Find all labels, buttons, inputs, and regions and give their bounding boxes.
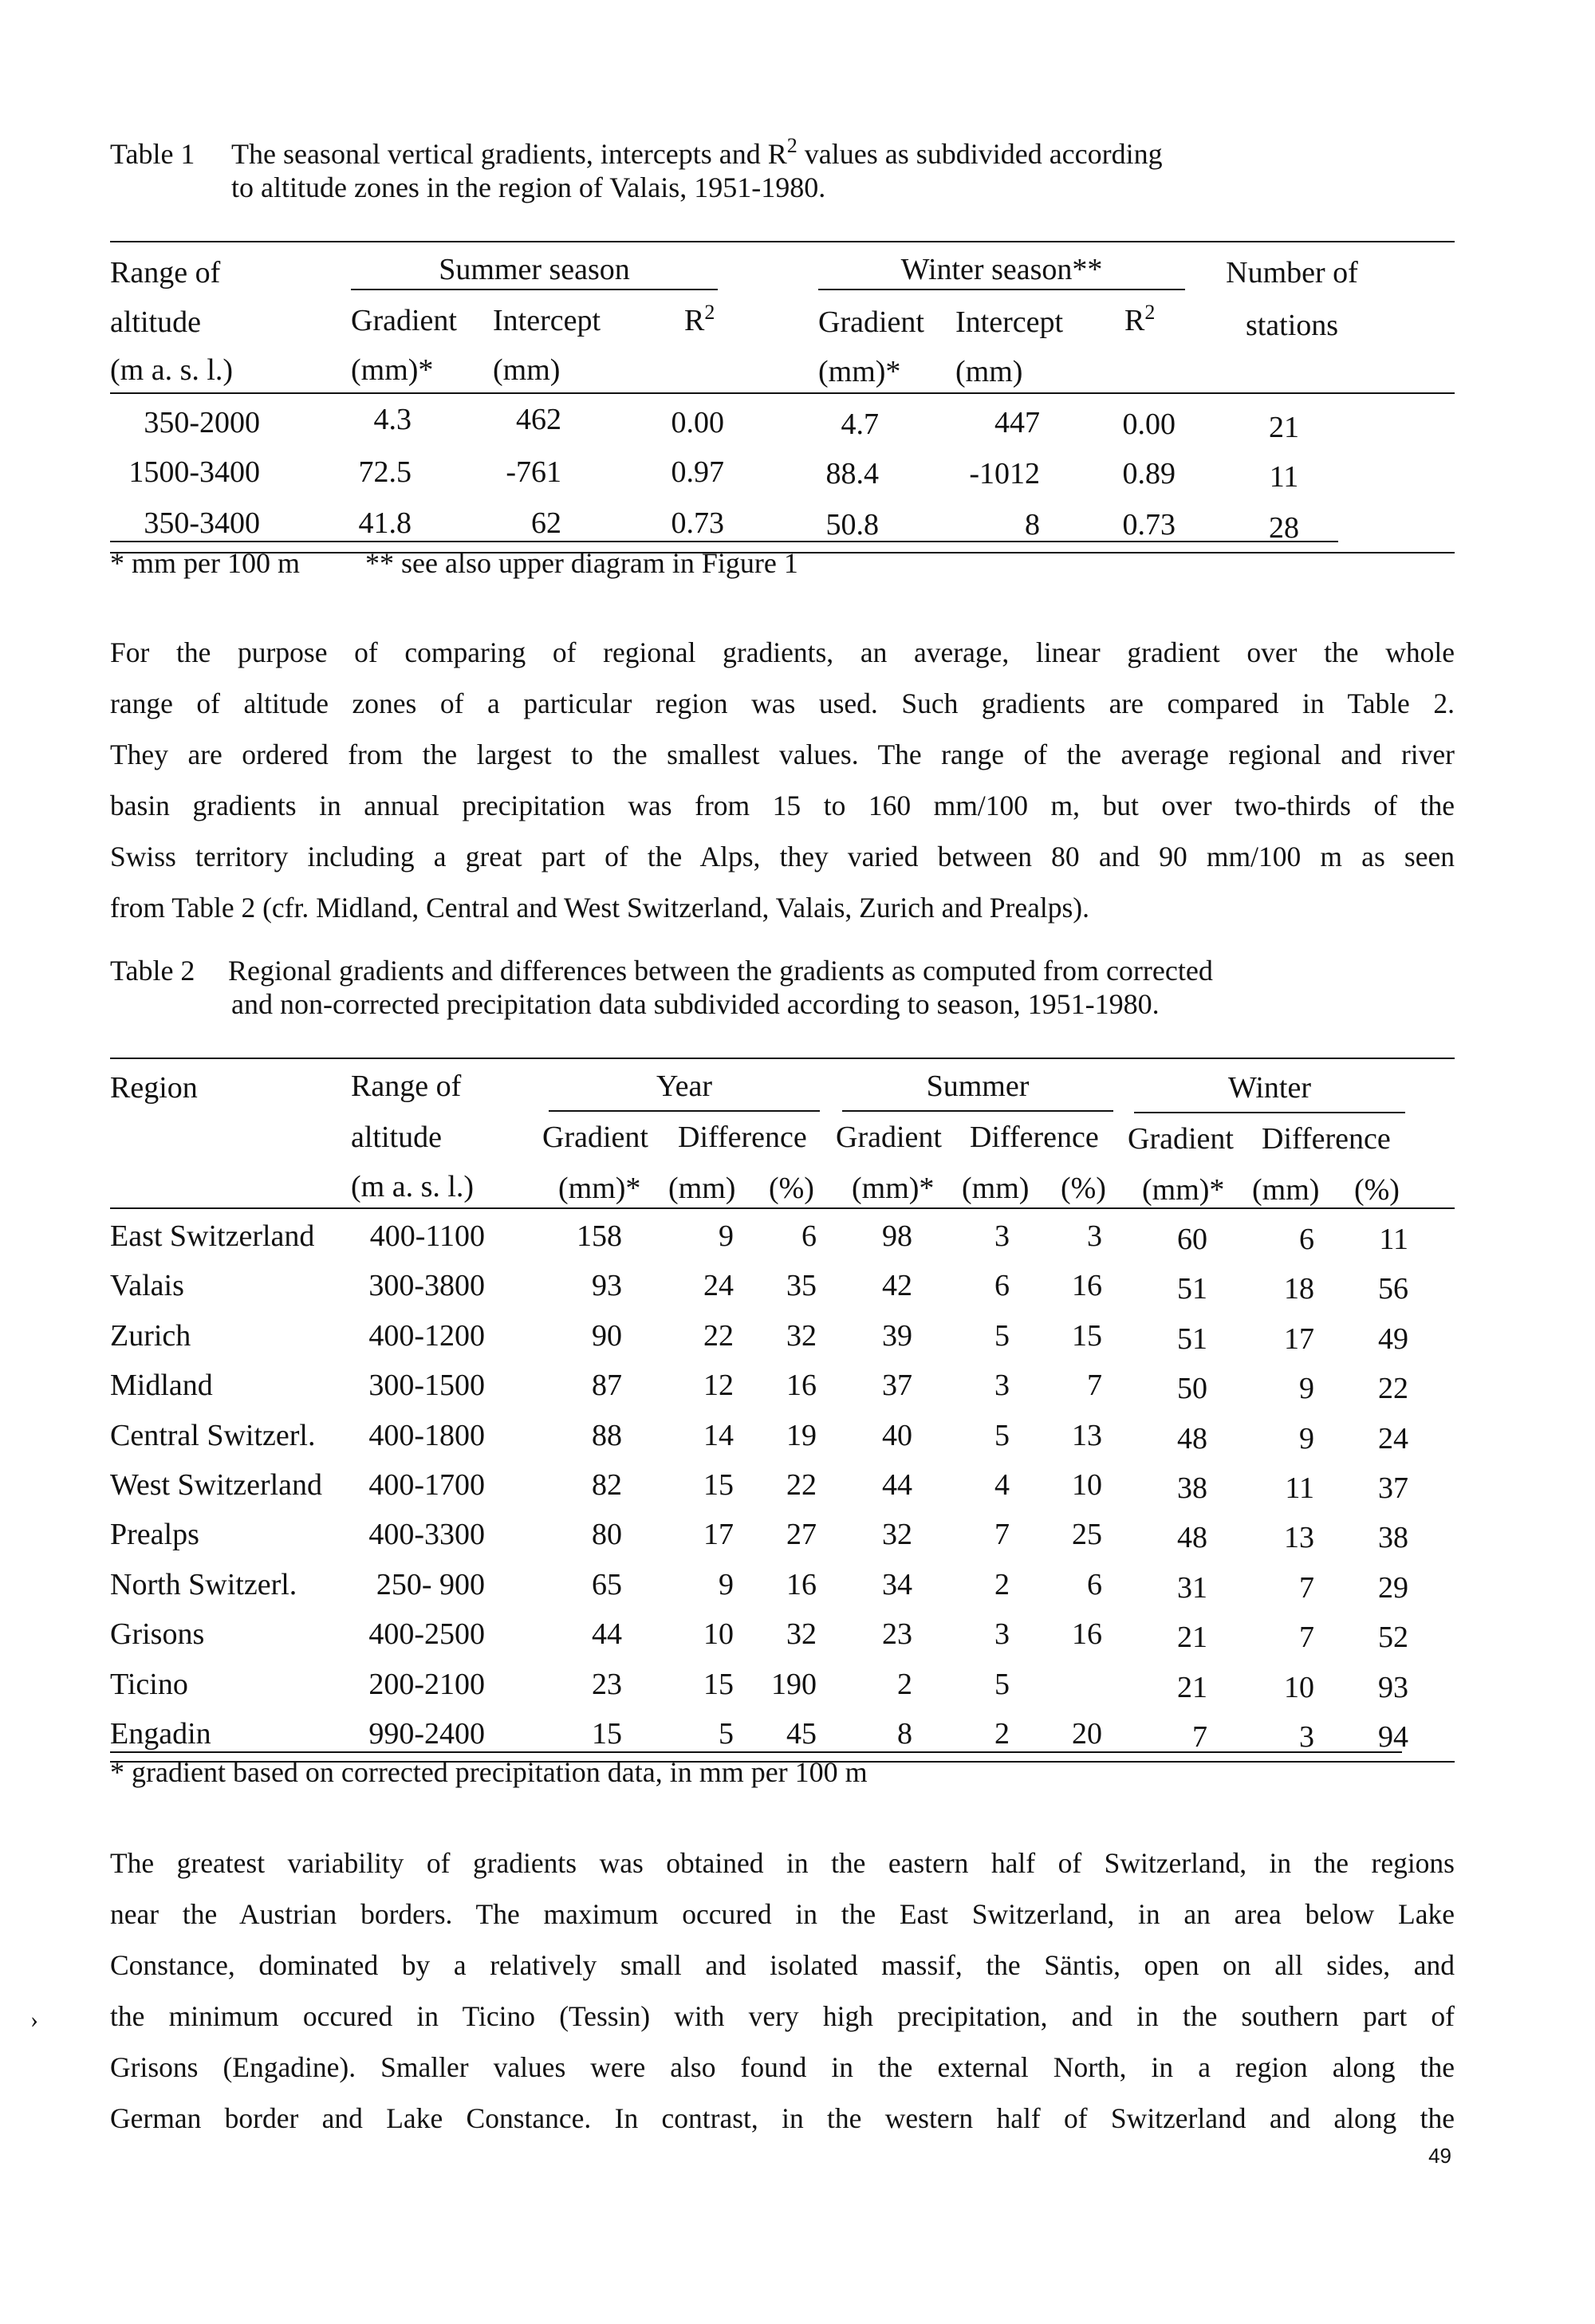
t2-cell-y-mm: 14 <box>703 1419 734 1452</box>
paragraph-line: the minimum occured in Ticino (Tessin) with very high precipitation, and in the southern part of <box>110 2000 1455 2032</box>
t2-header-w-pct: (%) <box>1354 1173 1400 1207</box>
t2-cell-y-pct: 35 <box>786 1269 817 1302</box>
t1-winter-underline <box>818 289 1185 290</box>
table2-caption-line2: and non-corrected precipitation data subdivided according to season, 1951-1980. <box>231 988 1160 1020</box>
t2-cell-w-pct: 38 <box>1378 1521 1408 1554</box>
t2-cell-region: West Switzerland <box>110 1468 323 1502</box>
t2-cell-w-mm: 13 <box>1284 1521 1314 1554</box>
t2-cell-s-grad: 2 <box>897 1668 912 1701</box>
t2-cell-y-mm: 9 <box>719 1568 734 1601</box>
t1-cell-range: 350-3400 <box>144 506 260 540</box>
t2-header-y-mm-star: (mm)* <box>558 1172 641 1205</box>
t2-cell-region: Prealps <box>110 1518 199 1551</box>
t1-cell-s-grad: 72.5 <box>358 455 412 489</box>
t2-header-summer: Summer <box>926 1069 1030 1103</box>
paragraph-line: For the purpose of comparing of regional gradients, an average, linear gradient over the whole <box>110 636 1455 668</box>
t2-cell-y-pct: 32 <box>786 1319 817 1353</box>
table2-caption <box>110 954 1455 1026</box>
t2-cell-w-grad: 51 <box>1177 1272 1207 1306</box>
t1-cell-s-r2: 0.97 <box>671 455 724 489</box>
t1-cell-s-int: 62 <box>531 506 561 540</box>
t1-footnote-1: * mm per 100 m <box>110 547 300 579</box>
t1-cell-s-grad: 41.8 <box>358 506 412 540</box>
t2-cell-s-grad: 44 <box>882 1468 912 1502</box>
t2-cell-w-grad: 60 <box>1177 1223 1207 1256</box>
t1-header-s-r2: $R^2$ <box>684 301 715 337</box>
paragraph-line: German border and Lake Constance. In contrast, in the western half of Switzerland and along the <box>110 2102 1455 2134</box>
paragraph-line: Swiss territory including a great part of the Alps, they varied between 80 and 90 mm/100 m as seen <box>110 841 1455 872</box>
t2-cell-w-grad: 48 <box>1177 1521 1207 1554</box>
table2-caption-label: Table 2 <box>110 955 195 987</box>
table1-top-rule <box>110 241 1455 242</box>
t2-cell-w-pct: 24 <box>1378 1422 1408 1455</box>
t2-cell-s-mm: 5 <box>994 1668 1010 1701</box>
t2-cell-w-pct: 49 <box>1378 1322 1408 1356</box>
t2-cell-w-pct: 94 <box>1378 1720 1408 1754</box>
t2-cell-y-mm: 12 <box>703 1369 734 1402</box>
t2-cell-s-mm: 2 <box>994 1568 1010 1601</box>
t1-cell-s-r2: 0.00 <box>671 406 724 439</box>
t2-header-w-difference: Difference <box>1262 1122 1391 1156</box>
t2-header-s-gradient: Gradient <box>836 1121 942 1154</box>
t2-cell-s-pct: 6 <box>1087 1568 1102 1601</box>
t2-cell-w-mm: 9 <box>1299 1372 1314 1405</box>
t2-cell-s-pct: 10 <box>1072 1468 1102 1502</box>
t2-cell-range: 400-1200 <box>368 1319 485 1353</box>
t2-cell-y-pct: 22 <box>786 1468 817 1502</box>
t1-cell-stations: 28 <box>1269 511 1299 545</box>
t2-cell-w-pct: 29 <box>1378 1571 1408 1605</box>
t2-cell-y-mm: 17 <box>703 1518 734 1551</box>
t2-cell-region: Engadin <box>110 1717 211 1751</box>
t2-header-range-of: Range of <box>351 1069 462 1103</box>
t2-cell-w-grad: 31 <box>1177 1571 1207 1605</box>
t2-cell-y-mm: 22 <box>703 1319 734 1353</box>
t2-cell-s-grad: 42 <box>882 1269 912 1302</box>
t1-header-number-of: Number of <box>1226 256 1358 290</box>
t2-summer-underline <box>842 1110 1113 1112</box>
t2-cell-w-pct: 37 <box>1378 1471 1408 1505</box>
t2-cell-range: 400-3300 <box>368 1518 485 1551</box>
t2-header-s-pct: (%) <box>1061 1172 1106 1205</box>
t2-cell-s-grad: 39 <box>882 1319 912 1353</box>
t2-cell-range: 200-2100 <box>368 1668 485 1701</box>
page-number: 49 <box>1428 2144 1451 2168</box>
t2-cell-s-mm: 5 <box>994 1319 1010 1353</box>
t2-cell-s-grad: 98 <box>882 1219 912 1253</box>
t1-header-s-mm-star: (mm)* <box>351 353 434 387</box>
t2-cell-range: 400-2500 <box>368 1617 485 1651</box>
t2-cell-range: 300-1500 <box>368 1369 485 1402</box>
t1-header-summer: Summer season <box>439 253 630 286</box>
t2-cell-s-mm: 4 <box>994 1468 1010 1502</box>
t2-cell-y-grad: 23 <box>592 1668 622 1701</box>
paragraph-2 <box>110 1838 1455 2144</box>
t1-header-w-mm-star: (mm)* <box>818 355 901 388</box>
t2-header-s-mm-star: (mm)* <box>852 1172 935 1205</box>
t2-cell-region: Grisons <box>110 1617 205 1651</box>
paragraph-line: from Table 2 (cfr. Midland, Central and West Switzerland, Valais, Zurich and Prealps). <box>110 892 1089 924</box>
t2-cell-s-pct: 13 <box>1072 1419 1102 1452</box>
t2-cell-y-grad: 82 <box>592 1468 622 1502</box>
t1-cell-w-grad: 88.4 <box>825 457 879 490</box>
t2-cell-w-mm: 18 <box>1284 1272 1314 1306</box>
table2-header-rule <box>110 1207 1455 1209</box>
t2-cell-w-mm: 11 <box>1285 1471 1314 1505</box>
t2-cell-w-pct: 22 <box>1378 1372 1408 1405</box>
t2-cell-s-mm: 7 <box>994 1518 1010 1551</box>
table1-header-rule <box>110 392 1455 394</box>
t2-cell-range: 990-2400 <box>368 1717 485 1751</box>
t2-header-y-pct: (%) <box>769 1172 814 1205</box>
t1-cell-w-grad: 50.8 <box>825 508 879 542</box>
t2-cell-region: Valais <box>110 1269 184 1302</box>
table1-caption-line1: The seasonal vertical gradients, intercepts and $R^2$ values as subdivided according <box>231 134 1163 170</box>
t2-cell-s-pct: 3 <box>1087 1219 1102 1253</box>
t1-header-altitude: altitude <box>110 305 201 339</box>
t1-cell-w-grad: 4.7 <box>841 408 879 441</box>
t2-cell-y-pct: 6 <box>801 1219 817 1253</box>
t2-cell-w-grad: 21 <box>1177 1621 1207 1654</box>
t2-cell-range: 250- 900 <box>376 1568 485 1601</box>
t2-cell-y-mm: 15 <box>703 1468 734 1502</box>
t2-cell-y-mm: 24 <box>703 1269 734 1302</box>
t2-cell-w-grad: 51 <box>1177 1322 1207 1356</box>
t2-cell-s-grad: 8 <box>897 1717 912 1751</box>
table1-caption-label: Table 1 <box>110 138 195 170</box>
t2-last-row-underline <box>110 1751 1402 1753</box>
t2-cell-w-grad: 48 <box>1177 1422 1207 1455</box>
t2-header-region: Region <box>110 1071 198 1105</box>
t2-cell-w-mm: 10 <box>1284 1671 1314 1704</box>
t2-cell-y-grad: 93 <box>592 1269 622 1302</box>
t2-header-s-difference: Difference <box>970 1121 1099 1154</box>
t2-cell-y-grad: 158 <box>577 1219 622 1253</box>
t2-cell-w-grad: 21 <box>1177 1671 1207 1704</box>
t2-cell-w-mm: 17 <box>1284 1322 1314 1356</box>
paragraph-line: The greatest variability of gradients was obtained in the eastern half of Switzerland, in the regions <box>110 1847 1455 1879</box>
t2-cell-y-mm: 5 <box>719 1717 734 1751</box>
t1-cell-range: 1500-3400 <box>128 455 260 489</box>
t2-header-y-difference: Difference <box>678 1121 807 1154</box>
t2-cell-w-mm: 7 <box>1299 1621 1314 1654</box>
t2-cell-region: Central Switzerl. <box>110 1419 316 1452</box>
t2-cell-y-mm: 10 <box>703 1617 734 1651</box>
t2-cell-y-pct: 16 <box>786 1369 817 1402</box>
t2-cell-s-grad: 37 <box>882 1369 912 1402</box>
paragraph-line: Grisons (Engadine). Smaller values were also found in the external North, in a region along the <box>110 2051 1455 2083</box>
t2-cell-s-mm: 3 <box>994 1219 1010 1253</box>
t2-header-w-gradient: Gradient <box>1128 1122 1234 1156</box>
t2-cell-s-pct: 16 <box>1072 1617 1102 1651</box>
t1-cell-w-int: -1012 <box>969 457 1040 490</box>
t2-cell-s-mm: 5 <box>994 1419 1010 1452</box>
t2-cell-region: Midland <box>110 1369 213 1402</box>
t2-cell-w-pct: 56 <box>1378 1272 1408 1306</box>
t2-winter-underline <box>1134 1112 1405 1113</box>
t2-cell-y-grad: 15 <box>592 1717 622 1751</box>
paragraph-line: range of altitude zones of a particular region was used. Such gradients are compared in Table 2. <box>110 687 1455 719</box>
t2-header-masl: (m a. s. l.) <box>351 1170 475 1203</box>
t1-header-s-mm: (mm) <box>493 353 561 387</box>
table1-caption <box>110 134 1386 209</box>
t2-cell-w-grad: 7 <box>1192 1720 1207 1754</box>
t2-header-altitude: altitude <box>351 1121 442 1154</box>
t2-cell-s-mm: 2 <box>994 1717 1010 1751</box>
t1-cell-w-r2: 0.00 <box>1122 408 1176 441</box>
margin-mark: › <box>30 2007 38 2033</box>
t1-last-row-underline <box>110 541 1338 542</box>
t1-header-stations: stations <box>1245 309 1339 342</box>
t2-cell-y-mm: 9 <box>719 1219 734 1253</box>
t1-header-masl: (m a. s. l.) <box>110 353 234 387</box>
table2-caption-line1: Regional gradients and differences between the gradients as computed from corrected <box>228 955 1213 987</box>
t1-header-w-r2: $R^2$ <box>1124 301 1156 337</box>
t1-cell-w-r2: 0.89 <box>1122 457 1176 490</box>
t2-cell-s-pct: 16 <box>1072 1269 1102 1302</box>
t2-cell-y-pct: 27 <box>786 1518 817 1551</box>
t2-header-s-mm: (mm) <box>962 1172 1030 1205</box>
t1-cell-s-int: 462 <box>516 403 561 436</box>
t2-cell-y-pct: 45 <box>786 1717 817 1751</box>
t2-cell-w-grad: 50 <box>1177 1372 1207 1405</box>
t2-cell-y-grad: 44 <box>592 1617 622 1651</box>
t1-header-range-of: Range of <box>110 256 221 290</box>
t2-cell-w-pct: 93 <box>1378 1671 1408 1704</box>
t1-cell-s-int: -761 <box>506 455 561 489</box>
t2-cell-s-grad: 40 <box>882 1419 912 1452</box>
t2-cell-range: 400-1800 <box>368 1419 485 1452</box>
t2-cell-region: Ticino <box>110 1668 188 1701</box>
paragraph-line: near the Austrian borders. The maximum occured in the East Switzerland, in an area below Lake <box>110 1898 1455 1930</box>
t1-header-w-gradient: Gradient <box>818 305 924 339</box>
t1-cell-range: 350-2000 <box>144 406 260 439</box>
t2-cell-s-pct: 15 <box>1072 1319 1102 1353</box>
t1-cell-w-int: 447 <box>994 406 1040 439</box>
t2-cell-y-grad: 80 <box>592 1518 622 1551</box>
t2-cell-y-grad: 65 <box>592 1568 622 1601</box>
t2-header-w-mm: (mm) <box>1252 1173 1320 1207</box>
t1-header-w-intercept: Intercept <box>955 305 1064 339</box>
t2-header-w-mm-star: (mm)* <box>1142 1173 1225 1207</box>
t2-cell-y-pct: 19 <box>786 1419 817 1452</box>
t2-cell-s-pct: 20 <box>1072 1717 1102 1751</box>
t2-cell-range: 400-1700 <box>368 1468 485 1502</box>
t2-header-winter: Winter <box>1228 1071 1311 1105</box>
t1-cell-w-int: 8 <box>1025 508 1040 542</box>
t2-cell-y-pct: 16 <box>786 1568 817 1601</box>
t1-cell-stations: 21 <box>1269 411 1299 444</box>
t2-header-y-gradient: Gradient <box>542 1121 648 1154</box>
t1-summer-underline <box>351 289 718 290</box>
paragraph-line: They are ordered from the largest to the smallest values. The range of the average regional and river <box>110 739 1455 770</box>
t2-footnote: * gradient based on corrected precipitation data, in mm per 100 m <box>110 1756 868 1788</box>
t2-cell-s-grad: 34 <box>882 1568 912 1601</box>
t2-cell-w-pct: 11 <box>1379 1223 1408 1256</box>
paragraph-1 <box>110 627 1455 933</box>
t2-cell-w-mm: 6 <box>1299 1223 1314 1256</box>
t1-cell-stations: 11 <box>1269 460 1299 494</box>
t2-cell-y-pct: 32 <box>786 1617 817 1651</box>
t2-cell-s-mm: 3 <box>994 1617 1010 1651</box>
t2-cell-region: Zurich <box>110 1319 191 1353</box>
t2-header-y-mm: (mm) <box>668 1172 736 1205</box>
t1-header-s-gradient: Gradient <box>351 304 457 337</box>
t1-header-s-intercept: Intercept <box>493 304 601 337</box>
t2-cell-s-grad: 32 <box>882 1518 912 1551</box>
t2-cell-y-grad: 88 <box>592 1419 622 1452</box>
paragraph-line: Constance, dominated by a relatively small and isolated massif, the Säntis, open on all sides, and <box>110 1949 1455 1981</box>
t1-header-w-mm: (mm) <box>955 355 1023 388</box>
paragraph-line: basin gradients in annual precipitation was from 15 to 160 mm/100 m, but over two-thirds of the <box>110 790 1455 821</box>
t2-cell-range: 300-3800 <box>368 1269 485 1302</box>
t2-cell-s-grad: 23 <box>882 1617 912 1651</box>
t2-cell-region: North Switzerl. <box>110 1568 297 1601</box>
t2-cell-y-grad: 87 <box>592 1369 622 1402</box>
t2-cell-y-grad: 90 <box>592 1319 622 1353</box>
table1-caption-line2: to altitude zones in the region of Valais, 1951-1980. <box>231 171 826 203</box>
t2-year-underline <box>549 1110 820 1112</box>
t2-cell-s-pct: 25 <box>1072 1518 1102 1551</box>
t2-cell-y-pct: 190 <box>771 1668 817 1701</box>
t2-cell-w-mm: 9 <box>1299 1422 1314 1455</box>
t2-cell-region: East Switzerland <box>110 1219 315 1253</box>
t2-cell-s-mm: 3 <box>994 1369 1010 1402</box>
t1-cell-s-grad: 4.3 <box>373 403 412 436</box>
t2-cell-s-pct: 7 <box>1087 1369 1102 1402</box>
t2-header-year: Year <box>656 1069 713 1103</box>
t2-cell-w-mm: 7 <box>1299 1571 1314 1605</box>
t2-cell-w-pct: 52 <box>1378 1621 1408 1654</box>
t2-cell-range: 400-1100 <box>369 1219 485 1253</box>
t1-cell-s-r2: 0.73 <box>671 506 724 540</box>
table2-top-rule <box>110 1058 1455 1059</box>
t1-header-winter: Winter season** <box>900 253 1103 286</box>
t1-footnote-2: ** see also upper diagram in Figure 1 <box>365 547 798 579</box>
t1-cell-w-r2: 0.73 <box>1122 508 1176 542</box>
t2-cell-w-grad: 38 <box>1177 1471 1207 1505</box>
t2-cell-w-mm: 3 <box>1299 1720 1314 1754</box>
t2-cell-s-mm: 6 <box>994 1269 1010 1302</box>
t2-cell-y-mm: 15 <box>703 1668 734 1701</box>
